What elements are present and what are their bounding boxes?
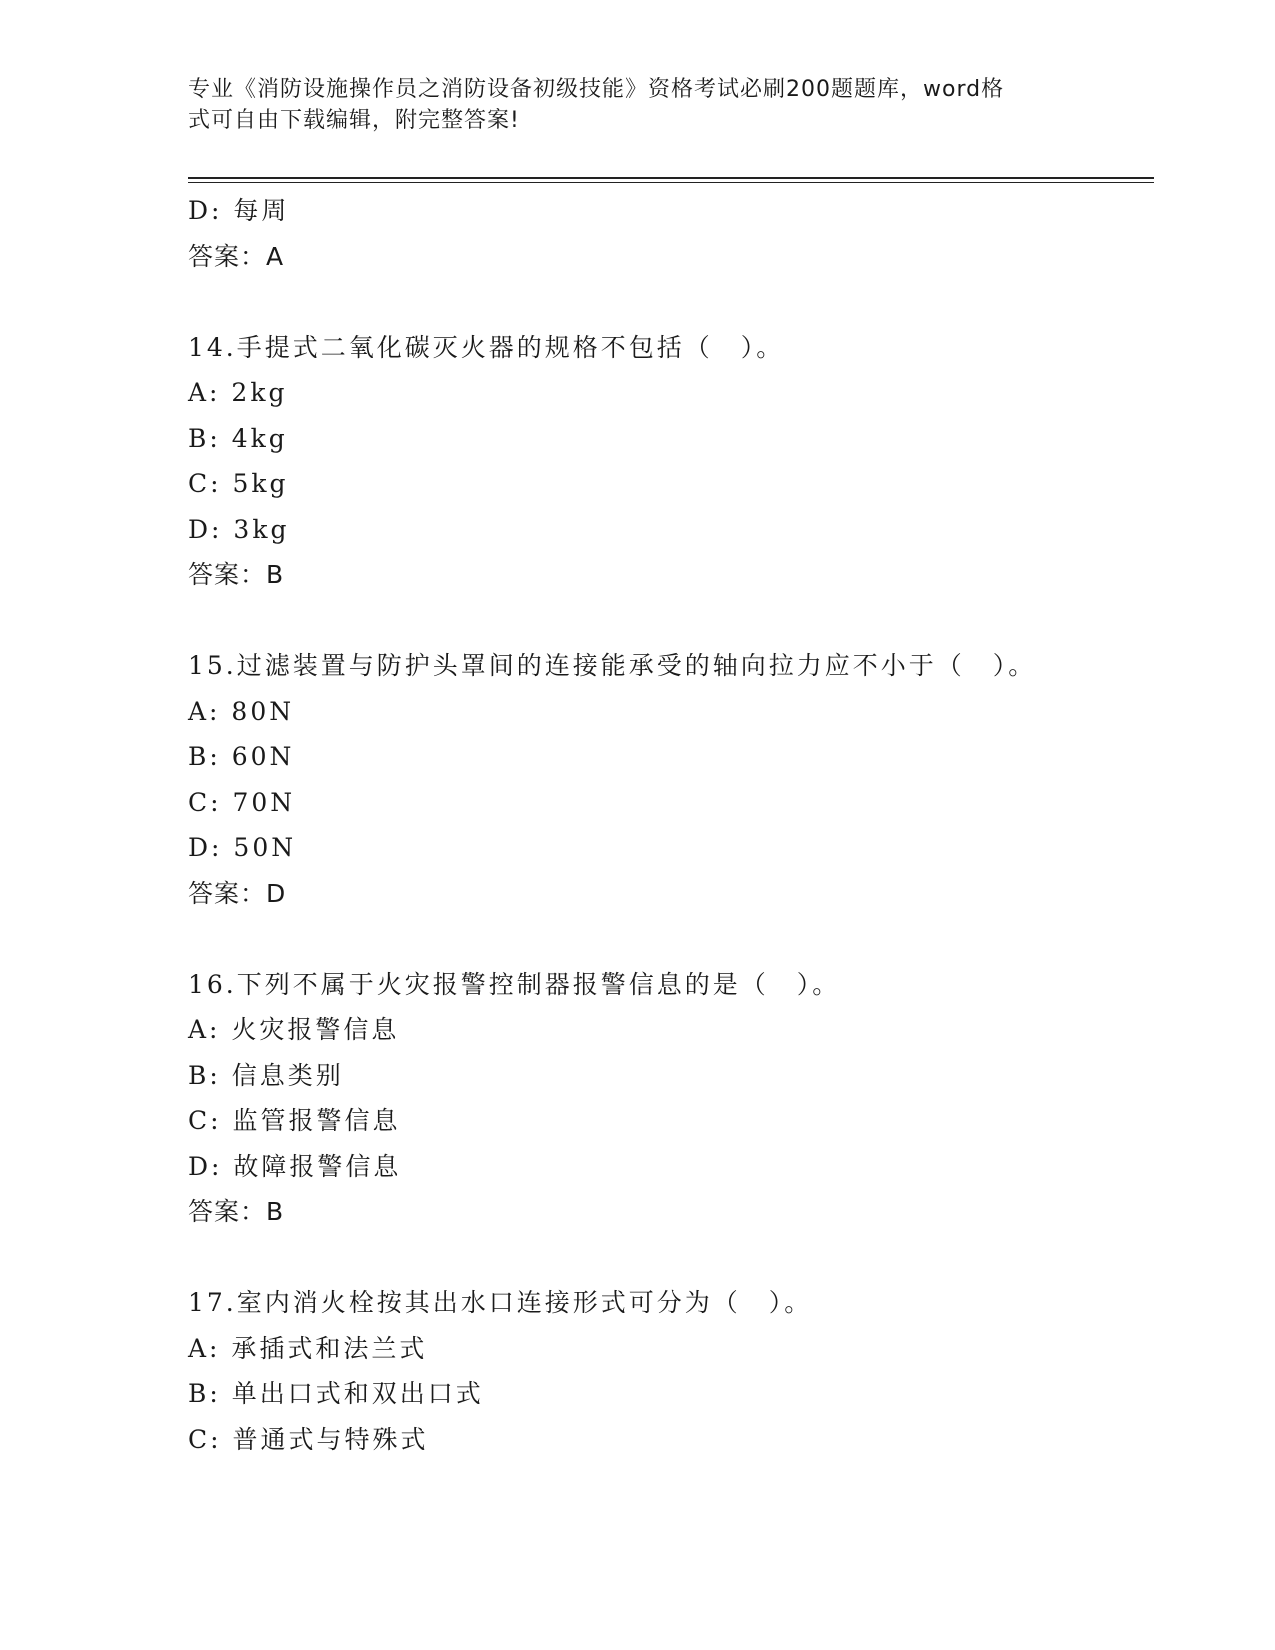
question-14-option-a: A: 2kg — [188, 378, 288, 407]
question-15-option-d: D: 50N — [188, 833, 297, 862]
question-14-option-c: C: 5kg — [188, 469, 289, 498]
question-17-text: 17.室内消火栓按其出水口连接形式可分为（ ）。 — [188, 1288, 813, 1317]
question-16-option-d: D: 故障报警信息 — [188, 1151, 402, 1181]
question-15-option-b: B: 60N — [188, 742, 295, 771]
prev-option-d: D: 每周 — [188, 196, 290, 225]
spacer — [188, 598, 1154, 644]
question-15 — [188, 643, 1154, 916]
question-14-text: 14.手提式二氧化碳灭火器的规格不包括（ ）。 — [188, 332, 785, 362]
prev-answer: 答案：A — [188, 241, 285, 271]
question-17-option-c: C: 普通式与特殊式 — [188, 1424, 429, 1454]
question-17-option-b: B: 单出口式和双出口式 — [188, 1379, 484, 1408]
question-list — [188, 188, 1154, 1462]
question-14-option-d: D: 3kg — [188, 514, 290, 544]
question-16-option-a: A: 火灾报警信息 — [188, 1015, 400, 1044]
header-rule-thin — [188, 182, 1154, 183]
question-14 — [188, 325, 1154, 598]
question-14-option-b: B: 4kg — [188, 423, 288, 453]
spacer — [188, 916, 1154, 962]
question-15-text: 15.过滤装置与防护头罩间的连接能承受的轴向拉力应不小于（ ）。 — [188, 651, 1037, 680]
question-16-answer: 答案：B — [188, 1197, 285, 1226]
question-15-option-a: A: 80N — [188, 696, 295, 726]
question-17 — [188, 1280, 1154, 1462]
question-16-option-c: C: 监管报警信息 — [188, 1106, 401, 1135]
question-15-option-c: C: 70N — [188, 787, 296, 817]
spacer — [188, 279, 1154, 325]
header-line-2: 式可自由下载编辑，附完整答案! — [188, 108, 520, 133]
question-16-option-b: B: 信息类别 — [188, 1060, 344, 1090]
question-17-option-a: A: 承插式和法兰式 — [188, 1333, 428, 1363]
question-16 — [188, 962, 1154, 1235]
header-line-1: 专业《消防设施操作员之消防设备初级技能》资格考试必刷200题题库，word格 — [188, 77, 1005, 102]
question-14-answer: 答案：B — [188, 560, 285, 589]
document-header — [188, 74, 1068, 136]
spacer — [188, 1235, 1154, 1281]
question-15-answer: 答案：D — [188, 878, 287, 908]
header-rule-thick — [188, 177, 1154, 179]
question-16-text: 16.下列不属于火灾报警控制器报警信息的是（ ）。 — [188, 969, 841, 999]
